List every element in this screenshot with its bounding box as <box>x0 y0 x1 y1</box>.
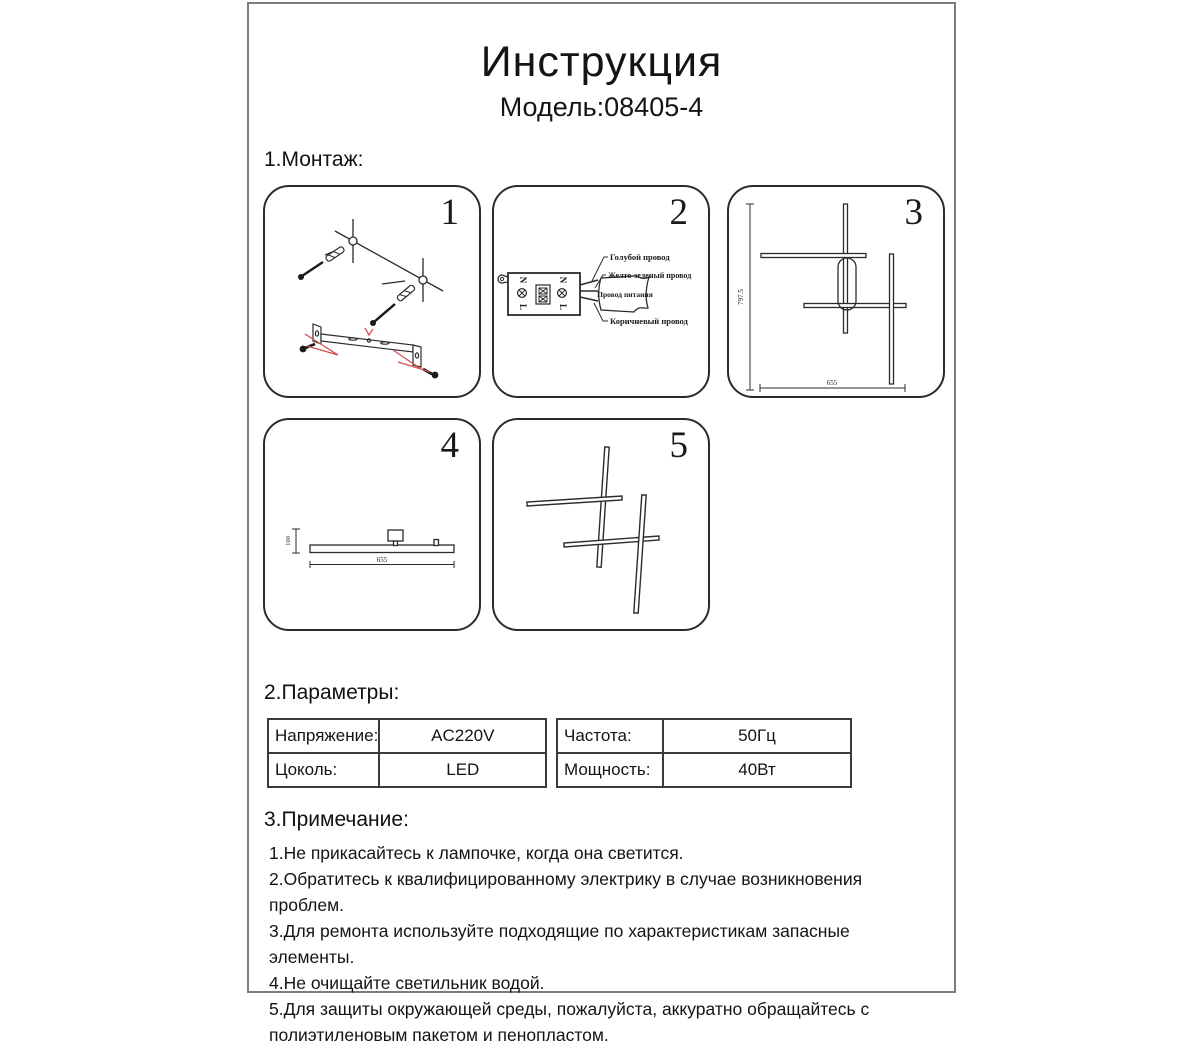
wire-label-power: Провод питания <box>597 290 653 299</box>
dimension-label-height: 797.5 <box>737 289 745 305</box>
dimension-label-height: 100 <box>285 536 292 546</box>
wire-label-yellow-green: Желто-зеленый провод <box>608 271 692 280</box>
section-heading-montage: 1.Монтаж: <box>264 148 364 171</box>
lamp-profile <box>310 530 454 553</box>
step-number: 2 <box>669 192 688 233</box>
terminal-n-label: N <box>517 276 528 284</box>
notes-list <box>269 840 917 1048</box>
note-item: 5.Для защиты окружающей среды, пожалуйста, аккуратно обращайтесь с полиэтиленовым пакетом и пенопластом. <box>269 999 870 1045</box>
lamp-bars <box>761 204 906 384</box>
wire-label-blue: Голубой провод <box>610 252 670 262</box>
param-label: Частота: <box>557 719 663 753</box>
wires <box>580 280 598 301</box>
param-value: 50Гц <box>663 719 851 753</box>
params-table-right <box>556 718 852 788</box>
model-number: Модель:08405-4 <box>499 92 704 122</box>
screw-anchor-icon <box>298 246 345 280</box>
page-title: Инструкция <box>480 38 723 86</box>
dimension-label-width: 655 <box>826 379 838 387</box>
diagram-step-4 <box>263 418 481 631</box>
terminal-l-label: L <box>517 303 528 311</box>
step-number: 5 <box>669 425 688 466</box>
terminal-n-label: N <box>557 276 568 284</box>
wire-label-brown: Коричневый провод <box>610 316 688 326</box>
section-heading-params: 2.Параметры: <box>264 681 400 704</box>
param-label: Напряжение: <box>268 719 379 753</box>
screw-anchor-icon <box>370 284 416 326</box>
dimension-lines <box>746 204 905 392</box>
note-item: 3.Для ремонта используйте подходящие по характеристикам запасные элементы. <box>269 921 850 967</box>
step-number: 4 <box>440 425 459 466</box>
param-value: 40Вт <box>663 753 851 787</box>
param-value: LED <box>379 753 546 787</box>
diagram-step-1 <box>263 185 481 398</box>
diagram-step-5 <box>492 418 710 631</box>
note-item: 1.Не прикасайтесь к лампочке, когда она светится. <box>269 843 684 863</box>
step-number: 1 <box>440 192 459 233</box>
params-table-left <box>267 718 547 788</box>
section-heading-notes: 3.Примечание: <box>264 808 409 831</box>
diagram-step-3 <box>727 185 945 398</box>
diagram-step-2 <box>492 185 710 398</box>
step-number: 3 <box>904 192 923 233</box>
param-label: Цоколь: <box>268 753 379 787</box>
lamp-bars-3d <box>527 447 659 613</box>
param-label: Мощность: <box>557 753 663 787</box>
dimension-label-width: 655 <box>376 556 388 564</box>
param-value: AC220V <box>379 719 546 753</box>
note-item: 4.Не очищайте светильник водой. <box>269 973 545 993</box>
terminal-l-label: L <box>557 303 568 311</box>
note-item: 2.Обратитесь к квалифицированному электрику в случае возникновения проблем. <box>269 869 863 915</box>
